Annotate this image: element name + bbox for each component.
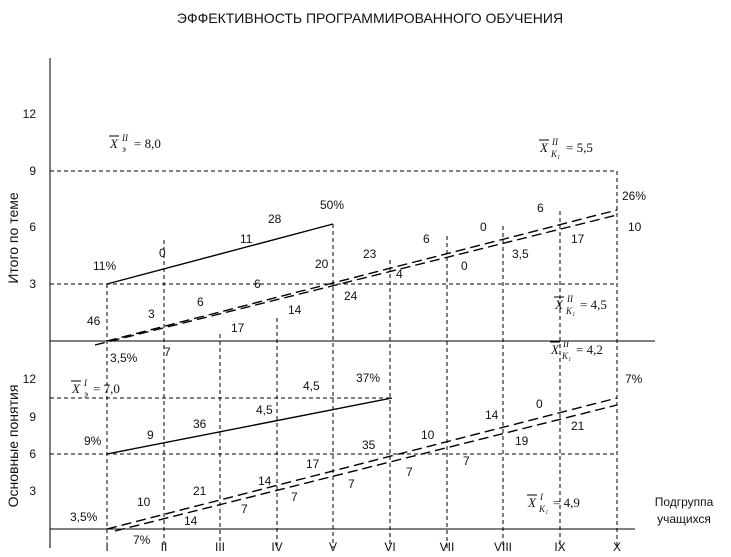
svg-text:6: 6 — [423, 232, 430, 246]
top-series-dash-1 — [107, 210, 617, 341]
svg-text:7: 7 — [291, 490, 298, 504]
formula-top-mid-right — [554, 294, 607, 316]
svg-text:К₁: К₁ — [551, 149, 561, 159]
svg-text:0: 0 — [159, 246, 166, 260]
y-tick-top-3: 3 — [29, 277, 36, 291]
y-tick-bottom-12: 12 — [22, 372, 36, 386]
svg-text:X: X — [72, 381, 80, 396]
y-tick-bottom-9: 9 — [29, 410, 36, 424]
y-tick-top-9: 9 — [29, 164, 36, 178]
x-tick-IX: IX — [554, 540, 566, 554]
svg-text:23: 23 — [363, 247, 377, 261]
svg-text:6: 6 — [254, 277, 261, 291]
svg-text:14: 14 — [485, 408, 499, 422]
svg-text:10: 10 — [137, 495, 151, 509]
svg-text:35: 35 — [362, 438, 376, 452]
y-label-top: Итого по теме — [5, 192, 21, 284]
svg-text:21: 21 — [571, 419, 585, 433]
x-tick-VI: VI — [384, 540, 396, 554]
svg-text:X: X — [551, 342, 559, 357]
chart-title: ЭФФЕКТИВНОСТЬ ПРОГРАММИРОВАННОГО ОБУЧЕНИЯ — [176, 10, 564, 26]
svg-text:19: 19 — [515, 434, 529, 448]
y-tick-bottom-3: 3 — [29, 484, 36, 498]
svg-text:7: 7 — [463, 454, 470, 468]
x-tick-VII: VII — [439, 540, 455, 554]
svg-text:7%: 7% — [133, 533, 151, 547]
svg-text:6: 6 — [537, 201, 544, 215]
svg-text:X: X — [110, 136, 118, 151]
svg-text:14: 14 — [258, 474, 272, 488]
svg-text:11%: 11% — [93, 259, 117, 273]
svg-text:6: 6 — [197, 295, 204, 309]
svg-text:= 4,9: = 4,9 — [553, 495, 580, 510]
svg-text:14: 14 — [184, 514, 198, 528]
svg-text:4,5: 4,5 — [256, 403, 273, 417]
svg-text:3: 3 — [148, 307, 155, 321]
svg-text:17: 17 — [571, 232, 585, 246]
svg-text:3,5%: 3,5% — [110, 351, 138, 365]
x-tick-I: I — [105, 540, 109, 554]
y-label-bottom: Основные понятия — [5, 384, 21, 508]
svg-text:К₁: К₁ — [562, 351, 572, 361]
svg-text:I: I — [540, 492, 543, 502]
svg-text:17: 17 — [306, 457, 320, 471]
x-tick-X: X — [612, 540, 622, 554]
bottom-labels — [70, 351, 643, 547]
svg-text:9%: 9% — [84, 434, 102, 448]
top-series-solid — [107, 224, 333, 284]
svg-text:э: э — [84, 389, 88, 399]
formula-top-left — [109, 133, 161, 154]
svg-text:II: II — [563, 339, 569, 349]
svg-text:21: 21 — [193, 484, 207, 498]
svg-text:7%: 7% — [625, 372, 643, 386]
y-tick-top-12: 12 — [22, 107, 36, 121]
svg-text:11: 11 — [240, 232, 253, 246]
svg-text:10: 10 — [628, 220, 642, 234]
x-ticks — [105, 540, 621, 554]
svg-text:17: 17 — [231, 321, 245, 335]
svg-text:7: 7 — [348, 477, 355, 491]
svg-text:I: I — [84, 378, 87, 388]
svg-text:26%: 26% — [622, 189, 647, 203]
svg-text:0: 0 — [536, 397, 543, 411]
svg-text:24: 24 — [344, 289, 358, 303]
svg-text:7: 7 — [164, 345, 171, 359]
svg-text:4,5: 4,5 — [303, 379, 320, 393]
formula-bottom-right-top — [550, 339, 603, 361]
formula-bottom-right — [527, 492, 580, 514]
x-tick-IV: IV — [271, 540, 283, 554]
x-tick-V: V — [328, 540, 338, 554]
svg-text:28: 28 — [268, 212, 282, 226]
y-tick-bottom-6: 6 — [29, 447, 36, 461]
svg-text:50%: 50% — [320, 198, 345, 212]
svg-text:0: 0 — [461, 259, 468, 273]
svg-text:II: II — [567, 294, 573, 304]
svg-text:= 5,5: = 5,5 — [566, 140, 593, 155]
svg-text:0: 0 — [480, 220, 487, 234]
x-tick-III: III — [214, 540, 226, 554]
svg-text:= 4,2: = 4,2 — [576, 342, 603, 357]
svg-text:X: X — [555, 297, 563, 312]
svg-text:7: 7 — [406, 465, 413, 479]
svg-text:37%: 37% — [356, 371, 381, 385]
svg-text:= 7,0: = 7,0 — [93, 381, 120, 396]
formula-bottom-left — [71, 378, 120, 399]
svg-text:э: э — [122, 144, 126, 154]
svg-text:10: 10 — [421, 428, 435, 442]
formula-top-right — [539, 137, 593, 159]
svg-text:X: X — [528, 495, 536, 510]
svg-text:II: II — [122, 133, 128, 143]
svg-text:9: 9 — [147, 428, 154, 442]
svg-text:X: X — [540, 140, 548, 155]
bottom-series-solid — [107, 398, 392, 454]
x-label-line1: Подгруппа — [654, 495, 714, 509]
svg-text:= 8,0: = 8,0 — [134, 136, 161, 151]
x-tick-VIII: VIII — [493, 540, 513, 554]
svg-text:14: 14 — [288, 303, 302, 317]
svg-text:= 4,5: = 4,5 — [580, 297, 607, 312]
x-label-line2: учащихся — [657, 512, 711, 526]
svg-text:36: 36 — [193, 417, 207, 431]
svg-text:3,5%: 3,5% — [70, 510, 98, 524]
y-tick-top-6: 6 — [29, 220, 36, 234]
x-tick-II: II — [160, 540, 168, 554]
svg-text:20: 20 — [315, 257, 329, 271]
top-series-dash-2 — [95, 215, 617, 345]
top-labels — [87, 189, 646, 359]
svg-text:К₁: К₁ — [539, 504, 549, 514]
svg-text:3,5: 3,5 — [512, 247, 529, 261]
svg-text:К₁: К₁ — [566, 306, 576, 316]
svg-text:46: 46 — [87, 314, 101, 328]
svg-text:II: II — [552, 137, 558, 147]
svg-text:7: 7 — [241, 502, 248, 516]
svg-text:4: 4 — [396, 267, 403, 281]
